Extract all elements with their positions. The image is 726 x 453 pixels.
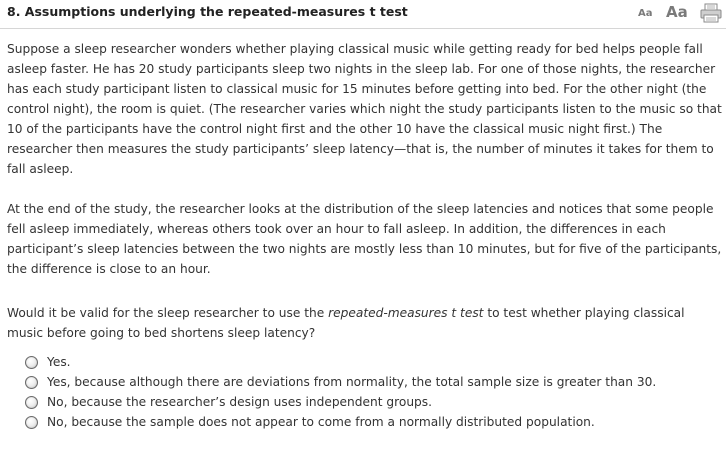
findings-paragraph: At the end of the study, the researcher looks at the distribution of the sleep latencies and notices that some people fell asleep immediately, whereas others took over an hour to fall asleep. In addition, the differences in each participant’s sleep latencies between the two nights are mostly less than 10 minutes, but for five of the participants, the difference is close to an hour.	[7, 202, 722, 276]
radio-button-icon[interactable]	[25, 356, 38, 369]
font-size-large-button[interactable]: Aa	[666, 3, 688, 21]
answer-option-3[interactable]	[25, 392, 432, 412]
prompt-text-after: to test whether playing classical music before going to bed shortens sleep latency?	[7, 306, 685, 340]
answer-option-4[interactable]	[25, 412, 595, 432]
question-prompt	[7, 303, 722, 343]
answer-option-label: Yes, because although there are deviations from normality, the total sample size is greater than 30.	[47, 375, 657, 389]
prompt-test-name: repeated-measures t test	[328, 306, 484, 320]
answer-option-label: No, because the sample does not appear to come from a normally distributed population.	[47, 415, 595, 429]
answer-option-2[interactable]	[25, 372, 656, 392]
header-divider	[0, 28, 726, 29]
scenario-paragraph: Suppose a sleep researcher wonders whether playing classical music while getting ready for bed helps people fall asleep faster. He has 20 study participants sleep two nights in the sleep lab. For one of those nights, the researcher has each study participant listen to classical music for 15 minutes before getting into bed. For the other night (the control night), the room is quiet. (The researcher varies which night the study participants listen to the music so that 10 of the participants have the control night first and the other 10 have the classical music night first.) The researcher then measures the study participants’ sleep latency—that is, the number of minutes it takes for them to fall asleep.	[7, 42, 722, 176]
printer-icon[interactable]	[700, 3, 722, 23]
answer-option-label: Yes.	[47, 355, 71, 369]
question-header	[0, 0, 726, 28]
radio-button-icon[interactable]	[25, 396, 38, 409]
question-title: 8. Assumptions underlying the repeated-measures t test	[7, 4, 408, 19]
radio-button-icon[interactable]	[25, 416, 38, 429]
answer-option-label: No, because the researcher’s design uses independent groups.	[47, 395, 433, 409]
prompt-text-before: Would it be valid for the sleep researcher to use the	[7, 306, 329, 320]
font-size-small-button[interactable]: Aa	[638, 8, 653, 19]
radio-button-icon[interactable]	[25, 376, 38, 389]
answer-option-1[interactable]	[25, 352, 71, 372]
